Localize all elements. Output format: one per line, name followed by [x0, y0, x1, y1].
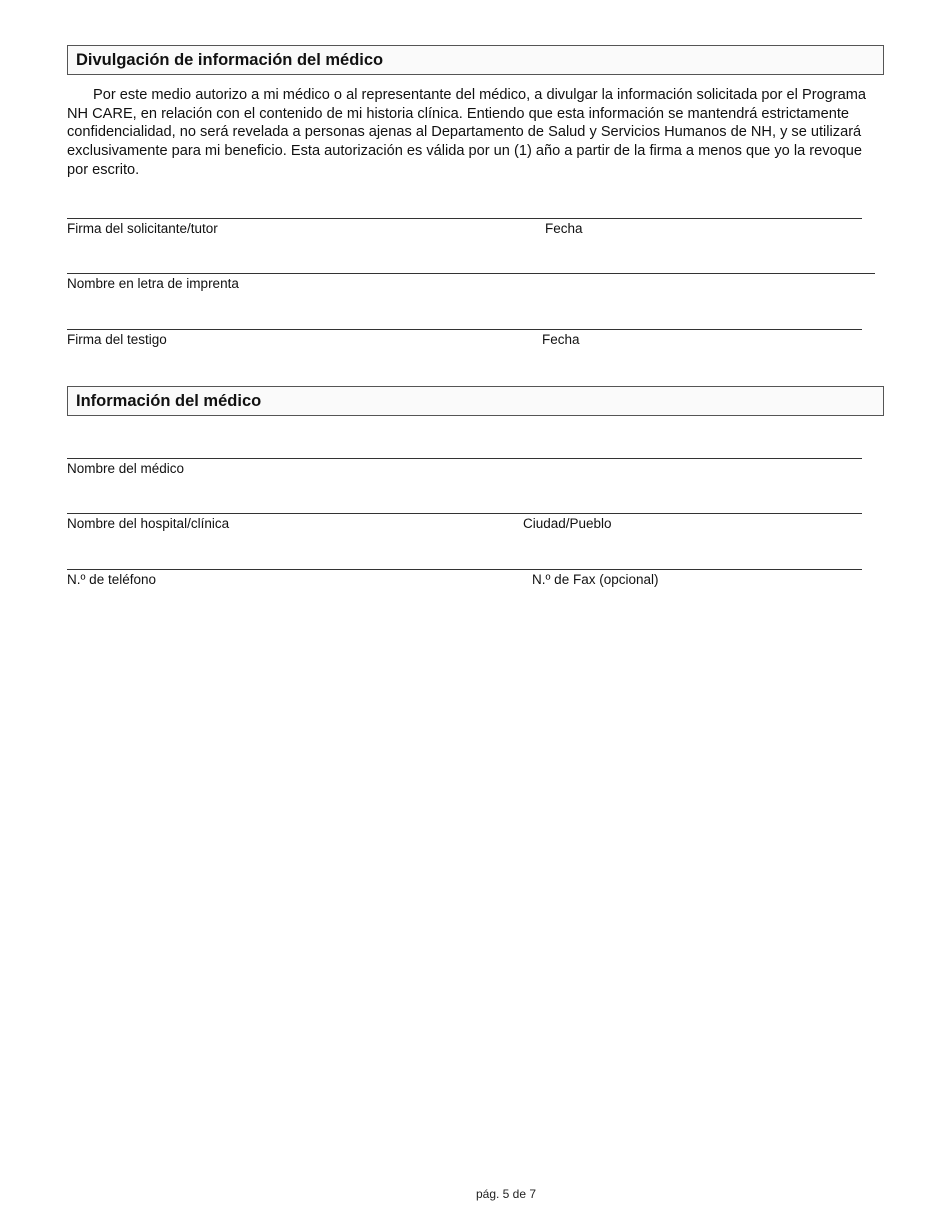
release-section-header	[67, 45, 884, 75]
applicant-date-label: Fecha	[545, 221, 583, 236]
release-section-title: Divulgación de información del médico	[76, 51, 384, 69]
physician-section-header	[67, 386, 884, 416]
physician-name-label: Nombre del médico	[67, 461, 185, 476]
hospital-label: Nombre del hospital/clínica	[67, 516, 230, 531]
printed-name-line[interactable]	[67, 273, 875, 274]
fax-label: N.º de Fax (opcional)	[532, 572, 659, 587]
phone-fax-line[interactable]	[67, 569, 862, 570]
authorization-paragraph: Por este medio autorizo a mi médico o al representante del médico, a divulgar la información solicitada por el Programa NH CARE, en relación con el contenido de mi historia clínica. Entiendo que esta información se mantendrá estrictamente confidencialidad, no será revelada a personas ajenas al Departamento de Salud y Servicios Humanos de NH, y se utilizará exclusivamente para mi beneficio. Esta autorización es válida por un (1) año a partir de la firma a menos que yo la revoque por escrito.	[67, 87, 867, 178]
printed-name-label: Nombre en letra de imprenta	[67, 276, 239, 291]
city-label: Ciudad/Pueblo	[523, 516, 612, 531]
hospital-city-line[interactable]	[67, 513, 862, 514]
page-number: pág. 5 de 7	[475, 1187, 537, 1201]
witness-signature-label: Firma del testigo	[67, 332, 167, 347]
physician-section-title: Información del médico	[76, 392, 262, 410]
applicant-signature-label: Firma del solicitante/tutor	[67, 221, 218, 236]
phone-label: N.º de teléfono	[67, 572, 156, 587]
physician-name-line[interactable]	[67, 458, 862, 459]
applicant-signature-line[interactable]	[67, 218, 862, 219]
witness-signature-line[interactable]	[67, 329, 862, 330]
witness-date-label: Fecha	[542, 332, 580, 347]
